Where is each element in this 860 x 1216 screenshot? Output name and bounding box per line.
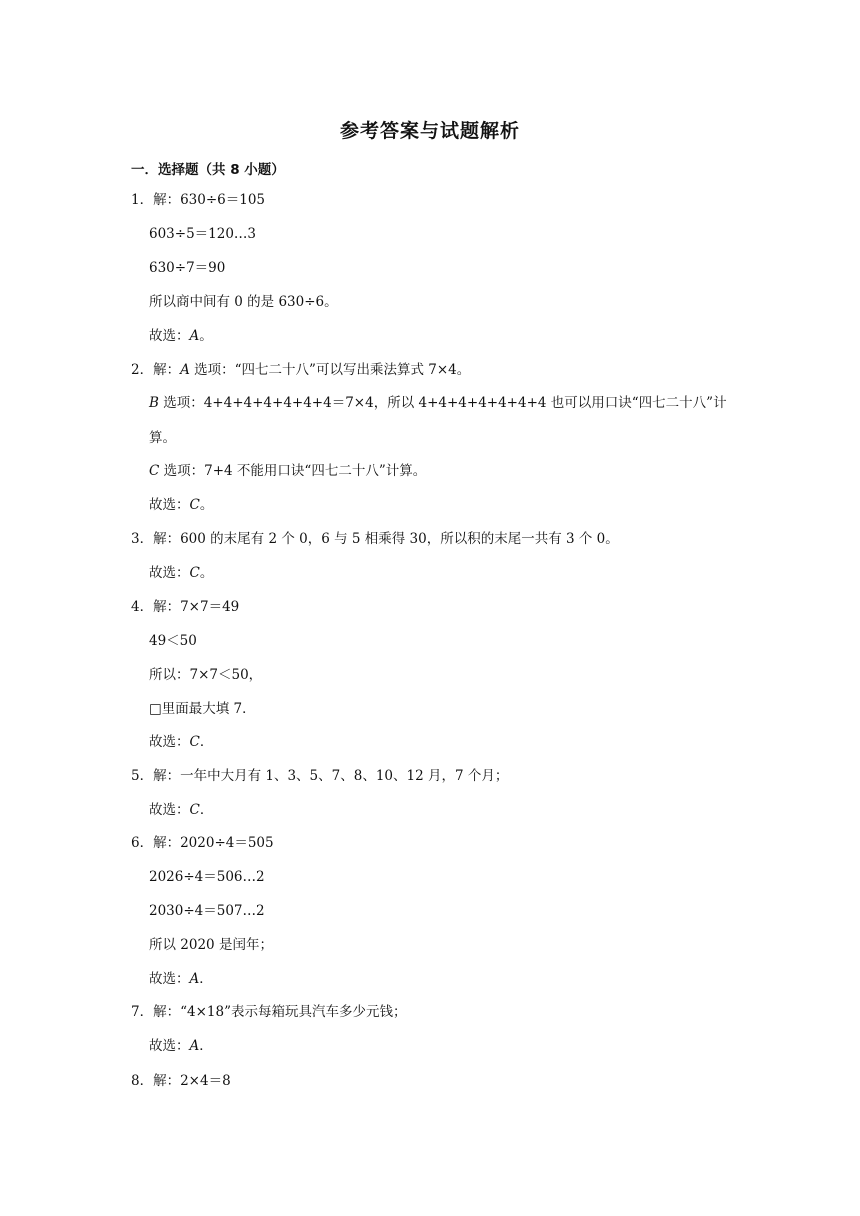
- q1-line-1: 1．解：630÷6＝105: [131, 192, 266, 208]
- q2-option-b-text: 选项：4+4+4+4+4+4+4＝7×4，所以 4+4+4+4+4+4+4 也可以用口诀“四七二十八”计: [158, 395, 727, 411]
- q4-line-1: 4．解：7×7＝49: [131, 599, 240, 615]
- q8-line-1: 8．解：2×4＝8: [131, 1073, 231, 1089]
- q7-line-1: 7．解：“4×18”表示每箱玩具汽车多少元钱；: [131, 1004, 407, 1020]
- answer-option: C: [189, 497, 200, 513]
- q4-line-2: 49＜50: [149, 633, 197, 649]
- answer-label: 故选：: [149, 497, 190, 513]
- q4-line-4: □里面最大填 7．: [149, 701, 256, 717]
- answer-punct: ．: [199, 734, 214, 750]
- answer-label: 故选：: [149, 565, 190, 581]
- q2-line-3: 算。: [149, 430, 176, 446]
- answer-option: C: [189, 565, 200, 581]
- option-b-label: B: [149, 395, 159, 411]
- section-heading: 一．选择题（共 8 小题）: [131, 162, 285, 178]
- q5-line-1: 5．解：一年中大月有 1、3、5、7、8、10、12 月，7 个月；: [131, 768, 509, 784]
- answer-punct: ．: [199, 971, 213, 987]
- q2-option-a-text: 选项：“四七二十八”可以写出乘法算式 7×4。: [189, 362, 471, 378]
- q2-option-c-text: 选项：7+4 不能用口诀“四七二十八”计算。: [159, 463, 427, 479]
- page-title: 参考答案与试题解析: [339, 120, 520, 142]
- q6-line-4: 所以 2020 是闰年；: [149, 937, 273, 953]
- option-c-label: C: [149, 463, 160, 479]
- answer-label: 故选：: [149, 971, 190, 987]
- q1-line-4: 所以商中间有 0 的是 630÷6。: [149, 294, 338, 310]
- q3-answer: [149, 564, 213, 582]
- answer-label: 故选：: [149, 1038, 190, 1054]
- q3-line-1: 3．解：600 的末尾有 2 个 0，6 与 5 相乘得 30，所以积的末尾一共有 3 个 0。: [131, 531, 619, 547]
- answer-punct: ．: [199, 802, 214, 818]
- answer-option: A: [189, 1038, 200, 1054]
- answer-punct: 。: [199, 328, 213, 344]
- answer-punct: 。: [199, 565, 214, 581]
- q6-answer: [149, 970, 213, 988]
- q1-answer: [149, 327, 213, 345]
- q6-line-3: 2030÷4＝507…2: [149, 903, 265, 919]
- q2-line-1: [131, 361, 470, 379]
- q1-line-3: 630÷7＝90: [149, 260, 226, 276]
- answer-option: A: [189, 971, 200, 987]
- option-a-label: A: [180, 362, 190, 378]
- answer-option: C: [189, 802, 200, 818]
- q7-answer: [149, 1037, 213, 1055]
- answer-label: 故选：: [149, 734, 190, 750]
- q2-line-4: [149, 462, 426, 480]
- q2-prefix: 2．解：: [131, 362, 181, 378]
- answer-punct: ．: [199, 1038, 213, 1054]
- q1-line-2: 603÷5＝120…3: [149, 226, 257, 242]
- q5-answer: [149, 801, 213, 819]
- answer-option: C: [189, 734, 200, 750]
- q4-line-3: 所以：7×7＜50，: [149, 667, 263, 683]
- q4-answer: [149, 733, 213, 751]
- answer-label: 故选：: [149, 802, 190, 818]
- answer-option: A: [189, 328, 200, 344]
- answer-label: 故选：: [149, 328, 190, 344]
- q2-line-2: [149, 394, 727, 412]
- answer-punct: 。: [199, 497, 214, 513]
- q2-answer: [149, 496, 213, 514]
- q6-line-2: 2026÷4＝506…2: [149, 869, 265, 885]
- q6-line-1: 6．解：2020÷4＝505: [131, 835, 274, 851]
